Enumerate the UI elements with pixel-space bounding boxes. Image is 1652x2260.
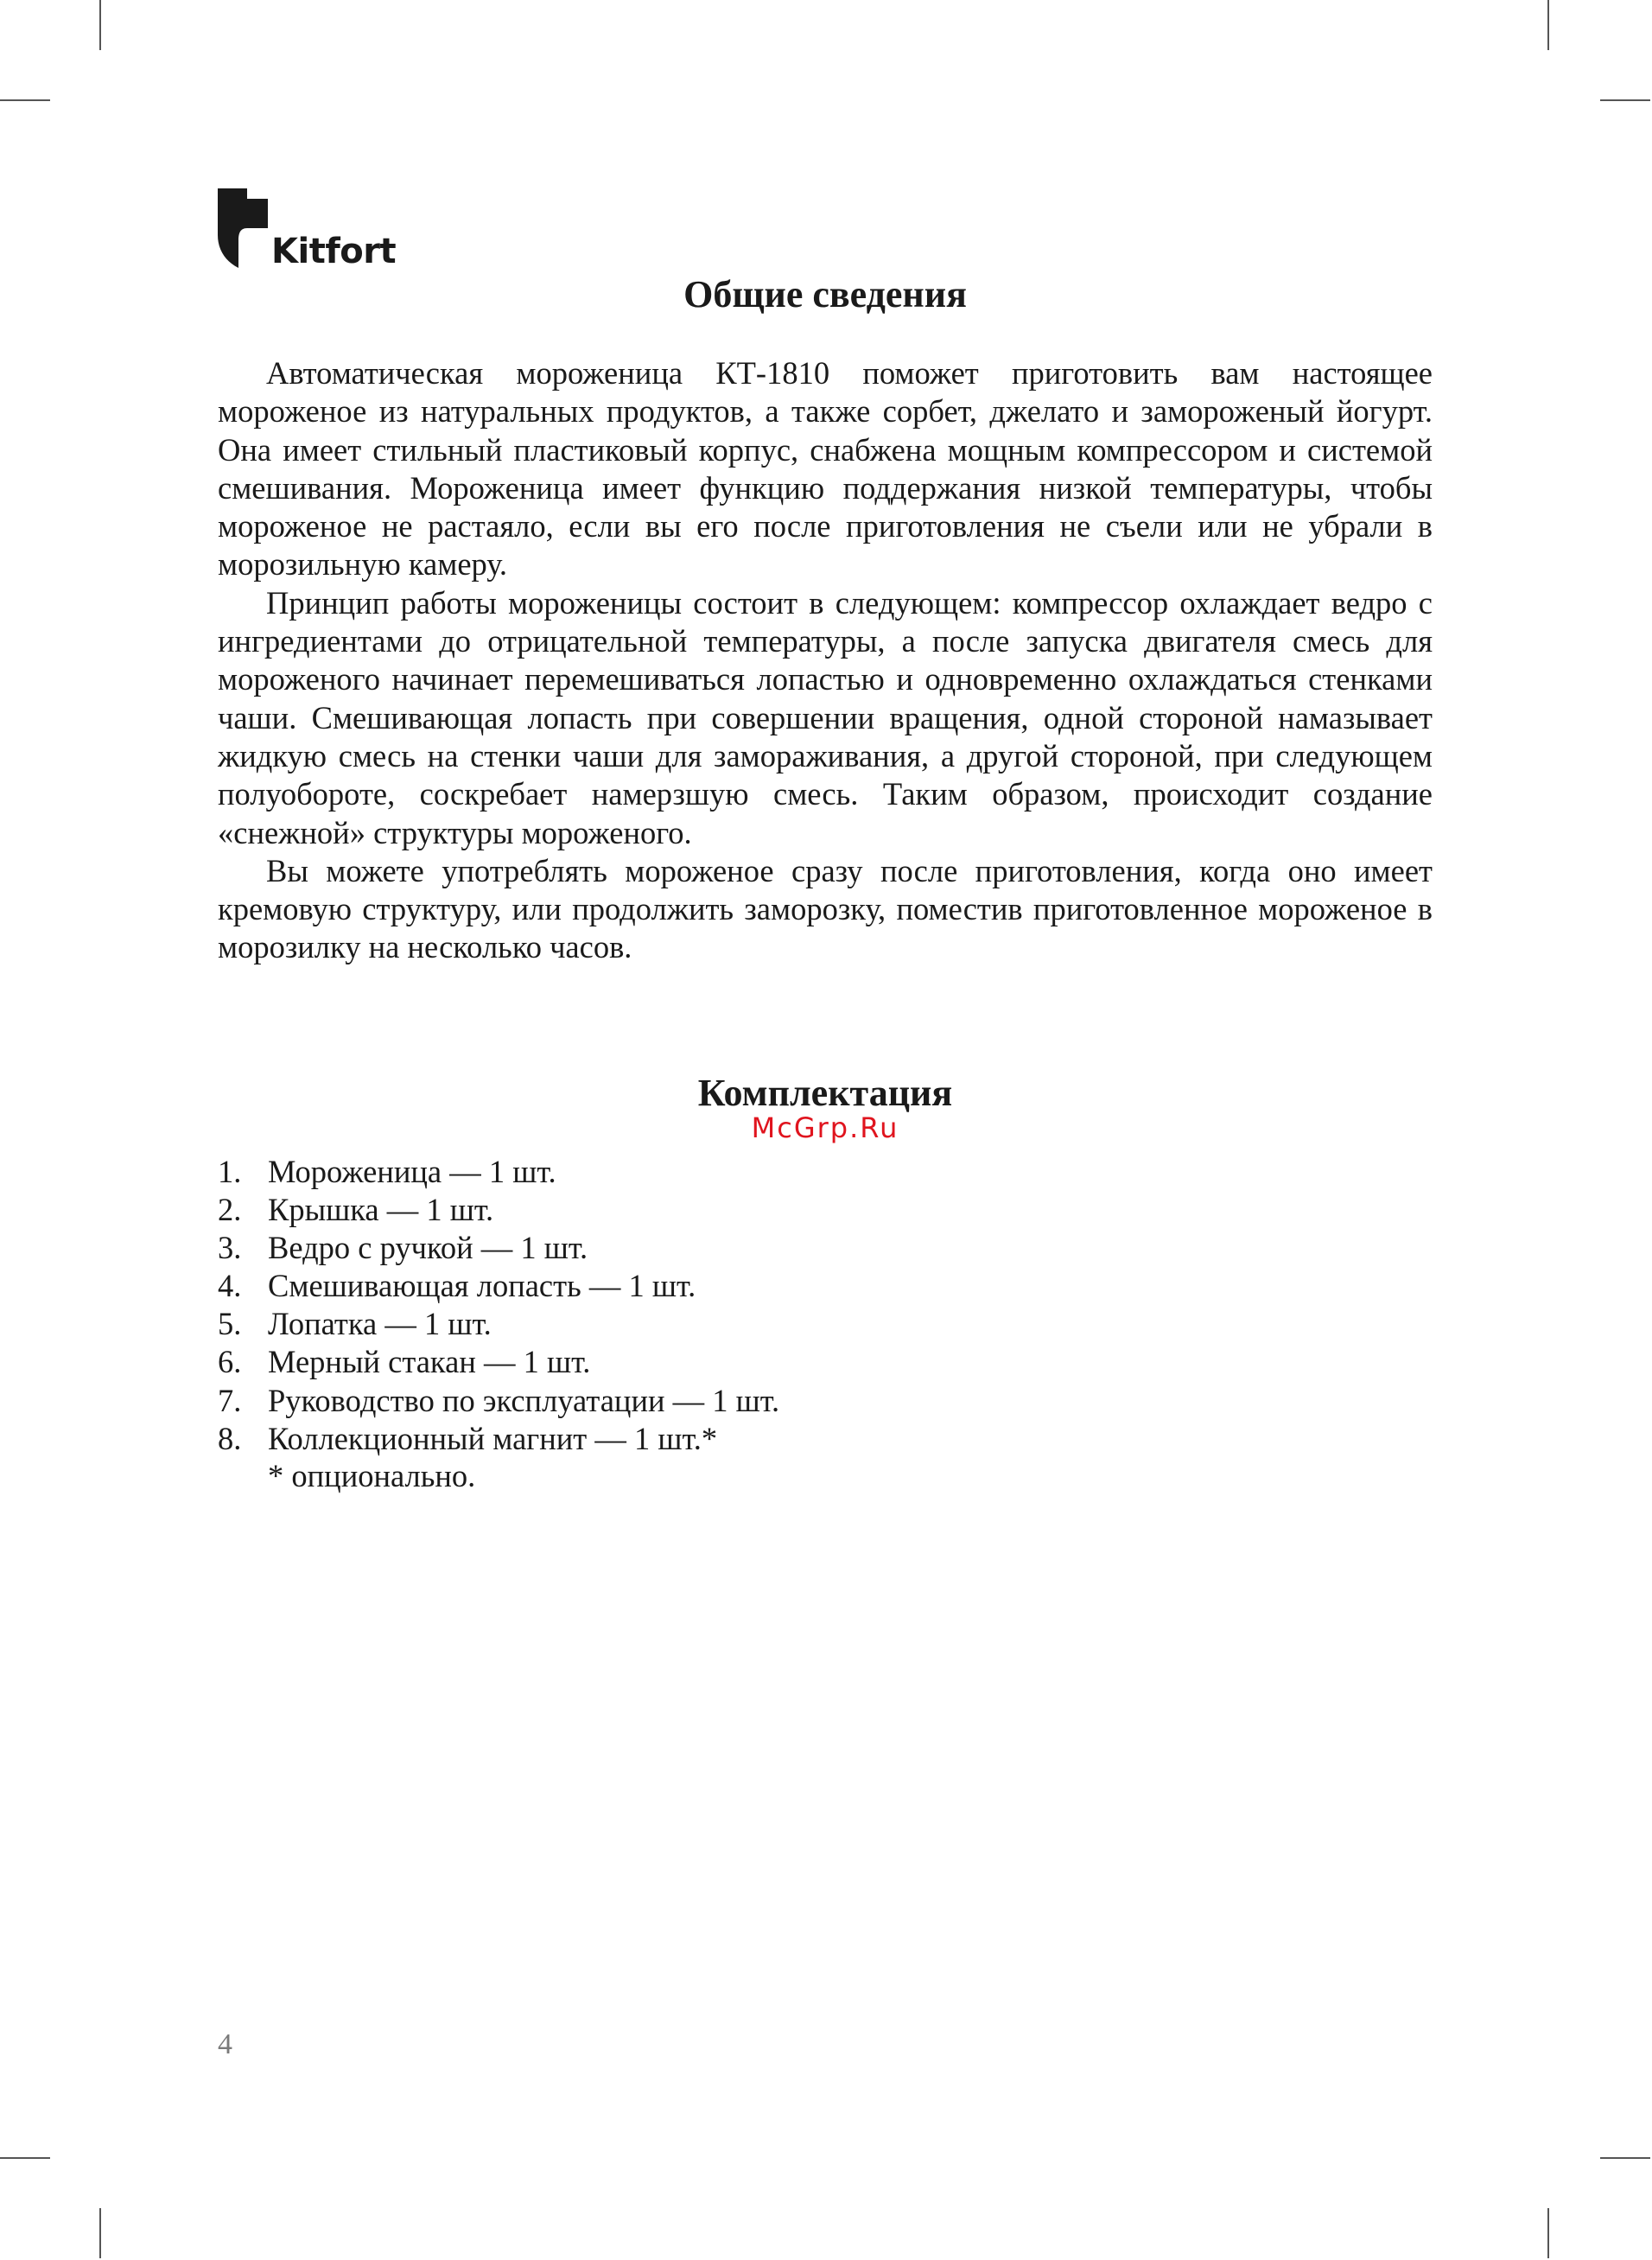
- list-item-number: 5.: [218, 1306, 242, 1342]
- page-number: 4: [218, 2028, 232, 2060]
- paragraph-intro: Автоматическая мороженица КТ-1810 поможет приготовить вам настоящее мороженое из натуральных продуктов, а также сорбет, джелато и замороженый йогурт. Она имеет стильный пластиковый корпус, снабжена мощным компрессором и системой смешивания. Мороженица имеет функцию поддержания низкой температуры, чтобы мороженое не растаяло, если вы его после приготовления не съели или не убрали в морозильную камеру.: [218, 355, 1433, 583]
- watermark: McGrp.Ru: [751, 1111, 899, 1144]
- list-item-number: 7.: [218, 1382, 242, 1418]
- crop-mark-top-left: [99, 0, 101, 50]
- list-item: [218, 1191, 779, 1229]
- section-title-package-contents: Комплектация: [697, 1072, 953, 1114]
- crop-mark-left-top: [0, 99, 50, 101]
- list-item-text: Мерный стакан — 1 шт.: [268, 1344, 591, 1380]
- list-item: [218, 1305, 779, 1343]
- list-item-text: Руководство по эксплуатации — 1 шт.: [268, 1382, 780, 1418]
- crop-mark-right-bottom: [1600, 2157, 1650, 2159]
- kitfort-logo: [218, 188, 397, 271]
- list-item-number: 6.: [218, 1344, 242, 1380]
- crop-mark-left-bottom: [0, 2157, 50, 2159]
- list-item-text: Мороженица — 1 шт.: [268, 1154, 556, 1189]
- crop-mark-right-top: [1600, 99, 1650, 101]
- crop-mark-bottom-right: [1547, 2208, 1549, 2258]
- footnote-optional: * опционально.: [268, 1458, 476, 1493]
- list-item-number: 2.: [218, 1192, 242, 1228]
- crop-mark-top-right: [1547, 0, 1549, 50]
- list-item-number: 4.: [218, 1268, 242, 1304]
- section-title-general-info: Общие сведения: [683, 273, 967, 315]
- kitfort-logo-mark-icon: [218, 188, 268, 268]
- list-item-text: Лопатка — 1 шт.: [268, 1306, 492, 1342]
- list-item: [218, 1420, 779, 1458]
- paragraph-principle: Принцип работы мороженицы состоит в следующем: компрессор охлаждает ведро с ингредиентами до отрицательной температуры, а после запуска двигателя смесь для мороженого начинает перемешиваться лопастью и одновременно охлаждаться стенками чаши. Смешивающая лопасть при совершении вращения, одной стороной намазывает жидкую смесь на стенки чаши для замораживания, а другой стороной, при следующем полуобороте, соскребает намерзшую смесь. Таким образом, происходит создание «снежной» структуры мороженого.: [218, 584, 1433, 850]
- list-item-number: 3.: [218, 1230, 242, 1266]
- list-item: [218, 1229, 779, 1267]
- list-item-text: Смешивающая лопасть — 1 шт.: [268, 1268, 696, 1304]
- list-item: [218, 1343, 779, 1381]
- list-item-text: Ведро с ручкой — 1 шт.: [268, 1230, 588, 1266]
- list-item: [218, 1267, 779, 1305]
- list-item: [218, 1153, 779, 1191]
- list-item: [218, 1382, 779, 1420]
- package-contents-list: [218, 1153, 779, 1458]
- general-info-body: [218, 354, 1433, 967]
- list-item-number: 1.: [218, 1154, 242, 1189]
- kitfort-logo-text: Kitfort: [271, 232, 397, 271]
- list-item-number: 8.: [218, 1420, 242, 1456]
- list-item-text: Коллекционный магнит — 1 шт.*: [268, 1420, 718, 1456]
- crop-mark-bottom-left: [99, 2208, 101, 2258]
- list-item-text: Крышка — 1 шт.: [268, 1192, 494, 1228]
- paragraph-usage: Вы можете употреблять мороженое сразу после приготовления, когда оно имеет кремовую структуру, или продолжить заморозку, поместив приготовленное мороженое в морозилку на несколько часов.: [218, 852, 1433, 965]
